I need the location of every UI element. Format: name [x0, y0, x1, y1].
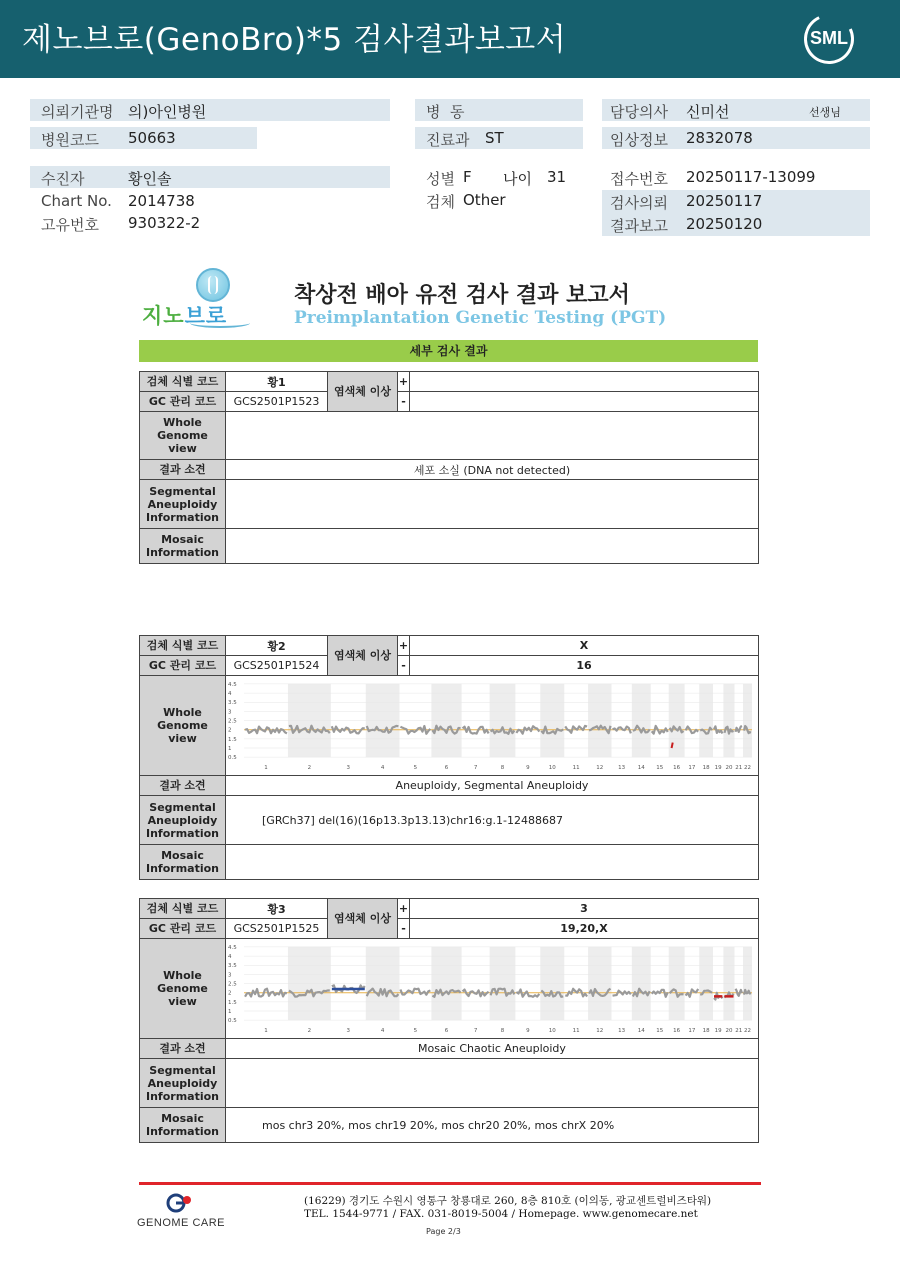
department-value: ST [485, 129, 504, 147]
segmental-value [226, 480, 759, 529]
gc-code-row [140, 392, 759, 412]
footer-address-block [304, 1195, 711, 1221]
x-tick-label: 10 [548, 1028, 556, 1035]
x-tick-label: 19 [714, 1028, 722, 1035]
institution-row [30, 99, 390, 121]
x-tick-label: 16 [673, 1028, 681, 1035]
y-tick-label: 2 [228, 990, 232, 997]
header-bar [0, 0, 900, 78]
loss-sign: - [398, 919, 410, 939]
y-tick-label: 4 [228, 691, 232, 698]
sex-age-row [415, 166, 595, 188]
report-value: 20250120 [686, 215, 763, 233]
logo-text-part-2: 브로 [184, 304, 228, 328]
x-tick-label: 17 [688, 1028, 696, 1035]
institution-value: 의)아인병원 [128, 103, 207, 121]
specimen-value: Other [463, 191, 506, 209]
y-tick-label: 1.5 [228, 736, 237, 743]
mosaic-value [226, 845, 759, 880]
report-label: 결과보고 [610, 217, 668, 235]
sample-3-table [139, 898, 759, 1143]
y-tick-label: 3 [228, 972, 232, 979]
receipt-value: 20250117-13099 [686, 168, 816, 186]
x-tick-label: 11 [572, 765, 580, 772]
genome-view-row [140, 939, 759, 1039]
x-tick-label: 7 [473, 765, 478, 772]
x-tick-label: 16 [673, 765, 681, 772]
y-tick-label: 4 [228, 954, 232, 961]
copy-number-trace [686, 989, 699, 997]
footer-divider [139, 1182, 761, 1185]
x-tick-label: 1 [264, 765, 268, 772]
department-label: 진료과 [426, 131, 470, 149]
x-tick-label: 6 [444, 765, 449, 772]
gain-value: X [410, 636, 759, 656]
x-tick-label: 13 [618, 1028, 626, 1035]
genome-view-row [140, 676, 759, 776]
sample-code-value: 황3 [226, 899, 328, 919]
sample-code-label: 검체 식별 코드 [140, 899, 226, 919]
gc-code-label: GC 관리 코드 [140, 656, 226, 676]
x-tick-label: 1 [264, 1028, 268, 1035]
copy-number-trace [736, 726, 742, 732]
clinical-row [602, 127, 870, 149]
gc-code-label: GC 관리 코드 [140, 392, 226, 412]
doctor-row [602, 99, 870, 121]
ward-label: 병 동 [426, 103, 465, 121]
mosaic-label: Mosaic Information [140, 1108, 226, 1143]
sml-logo [804, 14, 854, 64]
finding-row [140, 776, 759, 796]
mosaic-label: Mosaic Information [140, 845, 226, 880]
x-tick-label: 15 [656, 765, 664, 772]
x-tick-label: 20 [725, 1028, 733, 1035]
x-tick-label: 18 [702, 765, 710, 772]
segmental-label: Segmental Aneuploidy Information [140, 1059, 226, 1108]
subject-row [30, 166, 390, 188]
receipt-label: 접수번호 [610, 170, 668, 188]
mosaic-label: Mosaic Information [140, 529, 226, 564]
genome-view-cell [226, 676, 759, 776]
sample-code-value: 황1 [226, 372, 328, 392]
x-tick-label: 12 [596, 1028, 604, 1035]
sample-code-row [140, 899, 759, 919]
genome-view-empty [226, 412, 759, 460]
x-tick-label: 13 [618, 765, 626, 772]
finding-value: Mosaic Chaotic Aneuploidy [226, 1039, 759, 1059]
y-tick-label: 1.5 [228, 999, 237, 1006]
doctor-label: 담당의사 [610, 103, 668, 121]
y-tick-label: 2.5 [228, 981, 237, 988]
x-tick-label: 21 [735, 765, 743, 772]
hospital-code-row [30, 127, 257, 149]
sex-label: 성별 [426, 170, 455, 188]
x-tick-label: 17 [688, 765, 696, 772]
segmental-row [140, 1059, 759, 1108]
y-tick-label: 0.5 [228, 755, 237, 762]
x-tick-label: 9 [526, 1028, 530, 1035]
dna-icon [208, 276, 218, 294]
gain-sign: + [398, 372, 410, 392]
y-tick-label: 3 [228, 709, 232, 716]
loss-value: 19,20,X [410, 919, 759, 939]
segmental-label: Segmental Aneuploidy Information [140, 480, 226, 529]
gain-sign: + [398, 899, 410, 919]
mosaic-value: mos chr3 20%, mos chr19 20%, mos chr20 20%, mos chrX 20% [226, 1108, 759, 1143]
x-tick-label: 19 [714, 765, 722, 772]
x-tick-label: 4 [380, 1028, 385, 1035]
sample-code-row [140, 636, 759, 656]
sex-value: F [463, 168, 472, 186]
request-report-block [602, 190, 870, 236]
segmental-value [226, 1059, 759, 1108]
x-tick-label: 5 [413, 765, 418, 772]
genome-view-label: Whole Genome view [140, 939, 226, 1039]
copy-number-trace [565, 726, 587, 733]
genome-view-row [140, 412, 759, 460]
genobro-logo [140, 268, 260, 330]
y-tick-label: 4.5 [228, 681, 237, 688]
genome-care-mark-icon [165, 1192, 197, 1214]
x-tick-label: 14 [637, 1028, 645, 1035]
x-tick-label: 9 [526, 765, 530, 772]
section-title: 세부 검사 결과 [139, 340, 758, 362]
gc-code-value: GCS2501P1523 [226, 392, 328, 412]
doctor-suffix: 선생님 [809, 106, 841, 119]
request-value: 20250117 [686, 192, 763, 210]
sample-code-value: 황2 [226, 636, 328, 656]
sml-logo-text: SML [810, 28, 848, 48]
genome-plot [226, 939, 758, 1038]
copy-number-trace [400, 989, 430, 995]
x-tick-label: 21 [735, 1028, 743, 1035]
copy-number-trace [714, 726, 722, 733]
finding-label: 결과 소견 [140, 1039, 226, 1059]
genome-plot [226, 676, 758, 775]
gc-code-label: GC 관리 코드 [140, 919, 226, 939]
segmental-label: Segmental Aneuploidy Information [140, 796, 226, 845]
y-tick-label: 4.5 [228, 944, 237, 951]
x-tick-label: 2 [307, 1028, 312, 1035]
sample-code-row [140, 372, 759, 392]
gc-code-value: GCS2501P1525 [226, 919, 328, 939]
segmental-row [140, 796, 759, 845]
loss-value: 16 [410, 656, 759, 676]
y-tick-label: 2 [228, 727, 232, 734]
y-tick-label: 1 [228, 746, 232, 752]
x-tick-label: 5 [413, 1028, 418, 1035]
y-tick-label: 1 [228, 1009, 232, 1015]
ward-row [415, 99, 583, 121]
chromosome-abnormality-label: 염색체 이상 [328, 899, 398, 939]
x-tick-label: 22 [743, 765, 751, 772]
chart-row [30, 190, 390, 212]
copy-number-trace [332, 726, 365, 733]
gain-value: 3 [410, 899, 759, 919]
department-row [415, 127, 583, 149]
report-title-en: Preimplantation Genetic Testing (PGT) [294, 308, 667, 328]
page-title: 제노브로(GenoBro)*5 검사결과보고서 [22, 22, 567, 58]
sample-code-label: 검체 식별 코드 [140, 372, 226, 392]
logo-text-part-1: 지노 [142, 304, 185, 328]
clinical-label: 임상정보 [610, 131, 668, 149]
finding-row [140, 460, 759, 480]
chromosome-abnormality-label: 염색체 이상 [328, 372, 398, 412]
age-label: 나이 [503, 170, 532, 188]
mosaic-row [140, 529, 759, 564]
genome-care-logo [137, 1192, 237, 1232]
chromosome-abnormality-label: 염색체 이상 [328, 636, 398, 676]
subject-label: 수진자 [41, 170, 85, 188]
gain-sign: + [398, 636, 410, 656]
unique-value: 930322-2 [128, 214, 201, 232]
finding-value: 세포 소실 (DNA not detected) [226, 460, 759, 480]
finding-label: 결과 소견 [140, 776, 226, 796]
clinical-value: 2832078 [686, 129, 753, 147]
segment-mark-loss [672, 743, 673, 748]
age-value: 31 [547, 168, 567, 186]
request-label: 검사의뢰 [610, 194, 668, 212]
mosaic-value [226, 529, 759, 564]
gc-code-row [140, 656, 759, 676]
specimen-label: 검체 [426, 193, 455, 211]
y-tick-label: 0.5 [228, 1018, 237, 1025]
y-tick-label: 2.5 [228, 718, 237, 725]
receipt-row [602, 166, 870, 188]
report-title-ko: 착상전 배아 유전 검사 결과 보고서 [294, 283, 630, 308]
genome-view-cell [226, 939, 759, 1039]
loss-value [410, 392, 759, 412]
x-tick-label: 12 [596, 765, 604, 772]
sample-2-table [139, 635, 759, 880]
chart-label: Chart No. [41, 192, 112, 210]
gain-value [410, 372, 759, 392]
x-tick-label: 2 [307, 765, 312, 772]
subject-value: 황인솔 [128, 170, 172, 188]
x-tick-label: 15 [656, 1028, 664, 1035]
copy-number-trace [652, 990, 668, 997]
logo-swoosh-icon [190, 318, 250, 328]
loss-sign: - [398, 392, 410, 412]
y-tick-label: 3.5 [228, 963, 237, 970]
specimen-row [415, 189, 595, 211]
unique-label: 고유번호 [41, 216, 99, 234]
x-tick-label: 8 [500, 1028, 505, 1035]
loss-sign: - [398, 656, 410, 676]
x-tick-label: 3 [346, 1028, 351, 1035]
copy-number-trace [613, 991, 631, 996]
footer-contact: TEL. 1544-9771 / FAX. 031-8019-5004 / Homepage. www.genomecare.net [304, 1208, 698, 1220]
x-tick-label: 20 [725, 765, 733, 772]
x-tick-label: 4 [380, 765, 385, 772]
hospital-code-value: 50663 [128, 129, 176, 147]
x-tick-label: 3 [346, 765, 351, 772]
x-tick-label: 11 [572, 1028, 580, 1035]
page-number: Page 2/3 [426, 1227, 461, 1236]
x-tick-label: 7 [473, 1028, 478, 1035]
footer-address: (16229) 경기도 수원시 영통구 창룡대로 260, 8층 810호 (이의동, 광교센트럴비즈타워) [304, 1195, 712, 1207]
gc-code-value: GCS2501P1524 [226, 656, 328, 676]
segmental-value: [GRCh37] del(16)(16p13.3p13.13)chr16:g.1-12488687 [226, 796, 759, 845]
mosaic-row [140, 845, 759, 880]
sample-1-table [139, 371, 759, 564]
y-tick-label: 3.5 [228, 700, 237, 707]
x-tick-label: 18 [702, 1028, 710, 1035]
finding-value: Aneuploidy, Segmental Aneuploidy [226, 776, 759, 796]
x-tick-label: 22 [743, 1028, 751, 1035]
x-tick-label: 10 [548, 765, 556, 772]
genome-care-name: GENOME CARE [137, 1217, 226, 1229]
chart-value: 2014738 [128, 192, 195, 210]
x-tick-label: 8 [500, 765, 505, 772]
finding-row [140, 1039, 759, 1059]
sample-code-label: 검체 식별 코드 [140, 636, 226, 656]
institution-label: 의뢰기관명 [41, 103, 114, 121]
mosaic-row [140, 1108, 759, 1143]
gc-code-row [140, 919, 759, 939]
unique-row [30, 212, 390, 234]
x-tick-label: 6 [444, 1028, 449, 1035]
segmental-row [140, 480, 759, 529]
finding-label: 결과 소견 [140, 460, 226, 480]
x-tick-label: 14 [637, 765, 645, 772]
genome-view-label: Whole Genome view [140, 676, 226, 776]
genome-view-label: Whole Genome view [140, 412, 226, 460]
doctor-value: 신미선 [686, 103, 730, 121]
hospital-code-label: 병원코드 [41, 131, 99, 149]
